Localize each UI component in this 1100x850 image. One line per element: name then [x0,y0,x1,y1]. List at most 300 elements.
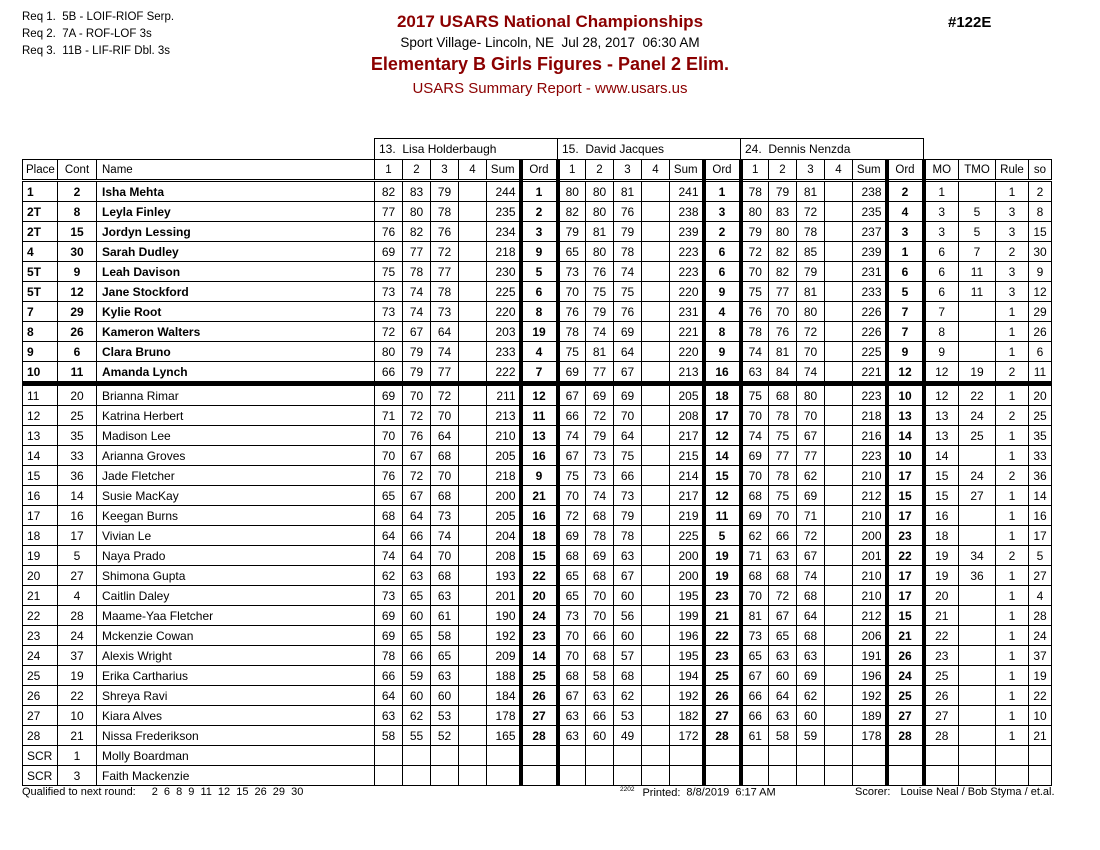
judge1-sum-cell: 230 [487,262,521,282]
judge1-score-cell: 77 [403,242,431,262]
judge3-score-cell: 60 [797,706,825,726]
judge3-ordinal-cell: 24 [887,666,924,686]
judge3-score-cell: 66 [769,526,797,546]
judge3-score-cell [825,546,853,566]
judge1-sum-cell: 209 [487,646,521,666]
judge2-sum-cell: 172 [670,726,704,746]
judge1-score-cell: 70 [403,384,431,406]
judge3-sum-cell: 237 [853,222,887,242]
judge2-score-cell [642,486,670,506]
judge2-score-cell: 68 [586,506,614,526]
judge1-score-cell: 60 [403,686,431,706]
judge1-score-cell: 64 [431,426,459,446]
judge3-sum-cell: 231 [853,262,887,282]
total-majority-ordinal-cell: 27 [959,486,996,506]
col-header-cont: Cont [58,160,97,181]
judge3-score-cell: 77 [797,446,825,466]
judge1-score-cell: 63 [403,566,431,586]
total-majority-ordinal-cell: 5 [959,222,996,242]
judge2-ordinal-cell: 5 [704,526,741,546]
judge3-score-cell [825,686,853,706]
judge2-score-cell: 63 [586,686,614,706]
contestant-number-cell: 1 [58,746,97,766]
judge1-sum-cell: 203 [487,322,521,342]
rule-cell: 3 [996,202,1029,222]
judge1-score-cell: 76 [431,222,459,242]
place-cell: 20 [23,566,58,586]
col-header-judge3-score3: 3 [797,160,825,181]
header-spacer-right [924,139,1052,160]
result-row [23,202,1052,222]
result-row [23,302,1052,322]
judge3-sum-cell: 210 [853,466,887,486]
contestant-number-cell: 6 [58,342,97,362]
printed-value: 8/8/2019 6:17 AM [686,786,776,799]
total-majority-ordinal-cell: 22 [959,384,996,406]
judge2-score-cell: 70 [558,282,586,302]
place-cell: 25 [23,666,58,686]
col-header-rule: Rule [996,160,1029,181]
majority-ordinal-cell: 7 [924,302,959,322]
judge2-score-cell: 76 [614,202,642,222]
judge2-sum-cell: 192 [670,686,704,706]
judge2-score-cell: 58 [586,666,614,686]
start-order-cell: 5 [1029,546,1052,566]
judge2-score-cell: 60 [614,586,642,606]
judge1-score-cell: 68 [431,486,459,506]
judge3-score-cell: 65 [769,626,797,646]
judge1-score-cell: 72 [431,384,459,406]
result-row [23,362,1052,384]
result-row [23,666,1052,686]
judge3-score-cell: 68 [769,384,797,406]
judge3-score-cell: 70 [769,302,797,322]
rule-cell: 2 [996,546,1029,566]
judge2-ordinal-cell: 3 [704,202,741,222]
judge1-score-cell: 69 [375,384,403,406]
judge1-score-cell: 77 [431,362,459,384]
total-majority-ordinal-cell [959,302,996,322]
judge2-sum-cell: 220 [670,342,704,362]
judge3-score-cell: 81 [769,342,797,362]
judge1-score-cell: 69 [375,606,403,626]
judge1-ordinal-cell: 18 [521,526,558,546]
contestant-number-cell: 19 [58,666,97,686]
skater-name-cell: Molly Boardman [97,746,375,766]
judge2-score-cell: 70 [558,626,586,646]
judge2-sum-cell: 214 [670,466,704,486]
start-order-cell: 14 [1029,486,1052,506]
judge3-score-cell: 74 [741,342,769,362]
event-number: #122E [948,14,992,31]
judge2-sum-cell: 220 [670,282,704,302]
start-order-cell: 25 [1029,406,1052,426]
contestant-number-cell: 4 [58,586,97,606]
total-majority-ordinal-cell: 5 [959,202,996,222]
judge1-score-cell [459,726,487,746]
judge1-sum-cell: 190 [487,606,521,626]
judge1-score-cell: 70 [375,426,403,446]
judge2-score-cell: 69 [614,384,642,406]
rule-cell: 1 [996,626,1029,646]
judge3-ordinal-cell: 7 [887,302,924,322]
judge3-sum-cell: 223 [853,384,887,406]
judge2-sum-cell: 217 [670,486,704,506]
majority-ordinal-cell: 15 [924,486,959,506]
contestant-number-cell: 30 [58,242,97,262]
place-cell: 21 [23,586,58,606]
skater-name-cell: Alexis Wright [97,646,375,666]
majority-ordinal-cell: 27 [924,706,959,726]
judge3-score-cell: 67 [797,426,825,446]
majority-ordinal-cell: 26 [924,686,959,706]
start-order-cell: 10 [1029,706,1052,726]
judge2-ordinal-cell: 16 [704,362,741,384]
judge2-score-cell: 68 [614,666,642,686]
results-table [22,138,1052,786]
place-cell: 10 [23,362,58,384]
judge3-score-cell: 63 [769,706,797,726]
judge2-score-cell: 76 [558,302,586,322]
judge3-score-cell: 76 [741,302,769,322]
judge1-sum-cell: 200 [487,486,521,506]
start-order-cell [1029,746,1052,766]
judge1-score-cell: 60 [403,606,431,626]
judge3-score-cell: 70 [741,466,769,486]
judge1-score-cell: 78 [431,202,459,222]
judge2-ordinal-cell: 19 [704,546,741,566]
judge2-score-cell [642,362,670,384]
rule-cell: 1 [996,384,1029,406]
judge1-ordinal-cell: 23 [521,626,558,646]
judge1-ordinal-cell: 25 [521,666,558,686]
rule-cell [996,746,1029,766]
place-cell: 14 [23,446,58,466]
contestant-number-cell: 20 [58,384,97,406]
judge3-score-cell: 78 [769,466,797,486]
venue-date-line: Sport Village- Lincoln, NE Jul 28, 2017 06:30 AM [400,35,700,50]
judge1-score-cell [459,586,487,606]
judge3-score-cell: 68 [797,586,825,606]
judge3-score-cell: 68 [741,566,769,586]
judge3-score-cell: 81 [741,606,769,626]
skater-name-cell: Nissa Frederikson [97,726,375,746]
judge1-score-cell: 70 [431,546,459,566]
judge3-score-cell: 77 [769,446,797,466]
skater-name-cell: Kameron Walters [97,322,375,342]
judge1-score-cell: 70 [431,406,459,426]
rule-cell: 1 [996,566,1029,586]
judge3-score-cell: 76 [769,322,797,342]
judge2-score-cell: 66 [586,706,614,726]
majority-ordinal-cell: 15 [924,466,959,486]
contestant-number-cell: 33 [58,446,97,466]
judge2-score-cell: 81 [614,181,642,202]
total-majority-ordinal-cell [959,322,996,342]
judge3-score-cell [769,766,797,786]
judge2-score-cell: 69 [558,526,586,546]
judge1-ordinal-cell: 22 [521,566,558,586]
total-majority-ordinal-cell [959,746,996,766]
judge2-sum-cell: 217 [670,426,704,446]
judge2-score-cell [642,766,670,786]
judge1-score-cell: 71 [375,406,403,426]
judge2-score-cell: 72 [558,506,586,526]
judge2-score-cell [642,586,670,606]
judge2-score-cell: 73 [586,446,614,466]
judge2-sum-cell: 213 [670,362,704,384]
judge2-score-cell: 79 [614,506,642,526]
judge2-score-cell: 62 [614,686,642,706]
place-cell: 9 [23,342,58,362]
judge1-score-cell: 69 [375,626,403,646]
judge3-score-cell: 58 [769,726,797,746]
judge1-score-cell: 68 [431,566,459,586]
majority-ordinal-cell: 14 [924,446,959,466]
judge3-score-cell [825,262,853,282]
judge2-sum-cell: 223 [670,242,704,262]
total-majority-ordinal-cell [959,342,996,362]
judge3-sum-cell: 210 [853,506,887,526]
rule-cell: 2 [996,362,1029,384]
contestant-number-cell: 16 [58,506,97,526]
judge1-score-cell: 73 [375,586,403,606]
judge3-sum-cell: 200 [853,526,887,546]
judge3-score-cell: 72 [797,322,825,342]
judge3-ordinal-cell: 21 [887,626,924,646]
rule-cell: 1 [996,646,1029,666]
total-majority-ordinal-cell [959,706,996,726]
judge2-ordinal-cell: 19 [704,566,741,586]
total-majority-ordinal-cell [959,586,996,606]
judge2-score-cell: 69 [586,384,614,406]
judge1-ordinal-cell: 28 [521,726,558,746]
start-order-cell: 8 [1029,202,1052,222]
judge3-score-cell: 70 [741,262,769,282]
judge1-score-cell: 66 [403,526,431,546]
judge2-score-cell: 65 [558,242,586,262]
total-majority-ordinal-cell: 19 [959,362,996,384]
result-row [23,626,1052,646]
judge3-score-cell [825,726,853,746]
judge2-score-cell [642,242,670,262]
total-majority-ordinal-cell [959,646,996,666]
judge3-sum-cell: 223 [853,446,887,466]
start-order-cell: 35 [1029,426,1052,446]
rule-cell: 1 [996,342,1029,362]
judge2-ordinal-cell: 8 [704,322,741,342]
judge3-score-cell [825,506,853,526]
judge1-score-cell: 72 [403,406,431,426]
judge2-score-cell: 76 [614,302,642,322]
result-row [23,526,1052,546]
start-order-cell: 4 [1029,586,1052,606]
col-header-judge3-score2: 2 [769,160,797,181]
total-majority-ordinal-cell: 34 [959,546,996,566]
place-cell: 28 [23,726,58,746]
judge1-score-cell: 58 [375,726,403,746]
judge1-sum-cell: 233 [487,342,521,362]
judge3-ordinal-cell: 1 [887,242,924,262]
start-order-cell: 6 [1029,342,1052,362]
judge3-score-cell: 85 [797,242,825,262]
judge2-sum-cell: 225 [670,526,704,546]
col-header-start-order: so [1029,160,1052,181]
judge3-score-cell: 71 [797,506,825,526]
judge3-ordinal-cell: 13 [887,406,924,426]
place-cell: 4 [23,242,58,262]
col-header-judge1-ord: Ord [521,160,558,181]
judge1-score-cell [459,322,487,342]
judge2-score-cell: 79 [586,302,614,322]
judge1-sum-cell: 204 [487,526,521,546]
contestant-number-cell: 21 [58,726,97,746]
judge2-score-cell [642,526,670,546]
judge2-score-cell: 60 [586,726,614,746]
judge1-score-cell: 78 [375,646,403,666]
start-order-cell: 9 [1029,262,1052,282]
contestant-number-cell: 10 [58,706,97,726]
judge2-score-cell: 67 [558,446,586,466]
judge3-ordinal-cell: 15 [887,606,924,626]
judge1-score-cell [459,426,487,446]
judge2-sum-cell: 238 [670,202,704,222]
judge1-score-cell [431,766,459,786]
judge3-ordinal-cell [887,766,924,786]
judge3-score-cell: 79 [769,181,797,202]
judge3-ordinal-cell: 14 [887,426,924,446]
skater-name-cell: Amanda Lynch [97,362,375,384]
col-header-judge2-score4: 4 [642,160,670,181]
judge2-score-cell: 78 [586,526,614,546]
total-majority-ordinal-cell: 7 [959,242,996,262]
judge3-score-cell: 73 [741,626,769,646]
judge3-score-cell: 75 [741,282,769,302]
judge3-score-cell: 78 [741,181,769,202]
judge3-ordinal-cell: 26 [887,646,924,666]
total-majority-ordinal-cell [959,506,996,526]
judge1-score-cell: 55 [403,726,431,746]
contestant-number-cell: 29 [58,302,97,322]
judge1-score-cell [459,686,487,706]
judge3-score-cell [825,202,853,222]
total-majority-ordinal-cell: 24 [959,406,996,426]
contestant-number-cell: 24 [58,626,97,646]
judge3-sum-cell: 210 [853,586,887,606]
majority-ordinal-cell: 21 [924,606,959,626]
judge3-score-cell: 79 [741,222,769,242]
judge1-score-cell: 76 [375,222,403,242]
judge2-score-cell [642,342,670,362]
col-header-mo: MO [924,160,959,181]
judge3-ordinal-cell: 3 [887,222,924,242]
judge2-sum-cell: 241 [670,181,704,202]
judge2-score-cell [586,766,614,786]
judge1-score-cell [375,766,403,786]
start-order-cell: 20 [1029,384,1052,406]
judge1-score-cell: 72 [403,466,431,486]
judge2-score-cell: 78 [614,526,642,546]
judge3-score-cell: 74 [741,426,769,446]
judge1-score-cell: 64 [375,686,403,706]
judge1-score-cell: 82 [403,222,431,242]
judge2-score-cell [642,746,670,766]
judge1-score-cell [459,222,487,242]
judge3-score-cell: 62 [741,526,769,546]
judge1-ordinal-cell: 6 [521,282,558,302]
judge2-score-cell: 65 [558,566,586,586]
judge1-score-cell: 60 [431,686,459,706]
judge2-score-cell [642,646,670,666]
judge2-score-cell: 69 [558,362,586,384]
judge2-score-cell [642,426,670,446]
judge2-score-cell: 80 [586,242,614,262]
contestant-number-cell: 26 [58,322,97,342]
majority-ordinal-cell: 16 [924,506,959,526]
majority-ordinal-cell: 13 [924,406,959,426]
result-row [23,262,1052,282]
judge2-score-cell [642,726,670,746]
start-order-cell: 15 [1029,222,1052,242]
judge2-score-cell [642,706,670,726]
skater-name-cell: Shimona Gupta [97,566,375,586]
judge2-score-cell [642,666,670,686]
judge1-sum-cell: 178 [487,706,521,726]
judge2-score-cell: 75 [558,466,586,486]
judge1-score-cell [459,384,487,406]
result-row [23,586,1052,606]
skater-name-cell: Vivian Le [97,526,375,546]
result-row [23,566,1052,586]
judge2-score-cell: 63 [614,546,642,566]
judge1-score-cell: 62 [403,706,431,726]
judge2-score-cell [558,746,586,766]
judge1-score-cell [459,181,487,202]
place-cell: 16 [23,486,58,506]
rule-cell: 2 [996,466,1029,486]
judge2-ordinal-cell [704,746,741,766]
judge1-ordinal-cell: 8 [521,302,558,322]
judge1-score-cell [375,746,403,766]
judge1-sum-cell: 211 [487,384,521,406]
judge1-ordinal-cell: 20 [521,586,558,606]
judge3-score-cell: 81 [797,181,825,202]
contestant-number-cell: 25 [58,406,97,426]
judge1-score-cell [459,242,487,262]
start-order-cell: 21 [1029,726,1052,746]
judge2-score-cell: 78 [614,242,642,262]
judge1-sum-cell: 234 [487,222,521,242]
judge3-sum-cell: 178 [853,726,887,746]
judge1-score-cell: 77 [431,262,459,282]
judge2-sum-cell: 221 [670,322,704,342]
column-header-row [23,160,1052,181]
judge2-score-cell [642,384,670,406]
judge1-ordinal-cell: 15 [521,546,558,566]
majority-ordinal-cell: 22 [924,626,959,646]
scorer-block [855,786,1055,798]
judge1-score-cell: 61 [431,606,459,626]
majority-ordinal-cell: 8 [924,322,959,342]
total-majority-ordinal-cell [959,666,996,686]
contestant-number-cell: 28 [58,606,97,626]
judge2-ordinal-cell: 1 [704,181,741,202]
judge3-ordinal-cell: 9 [887,342,924,362]
skater-name-cell: Shreya Ravi [97,686,375,706]
result-row [23,322,1052,342]
judge3-ordinal-cell: 17 [887,466,924,486]
majority-ordinal-cell: 19 [924,566,959,586]
